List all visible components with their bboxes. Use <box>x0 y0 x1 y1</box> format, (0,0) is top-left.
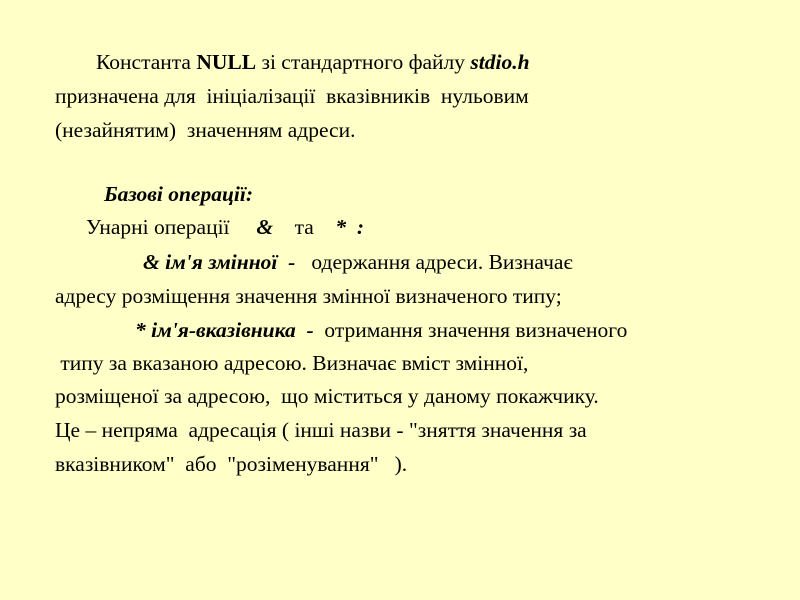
intro-line-2: призначена для ініціалізації вказівників нульовим <box>55 84 529 108</box>
addr-op-line <box>143 252 573 274</box>
deref-term: * ім'я-вказівника - <box>135 318 320 342</box>
stdio-filename: stdio.h <box>470 50 530 74</box>
deref-line-4: Це – непряма адресація ( інші назви - "зняття значення за <box>55 418 587 442</box>
deref-line-2: типу за вказаною адресою. Визначає вміст змінної, <box>55 351 529 375</box>
ops-heading: Базові операції: <box>104 182 254 206</box>
colon: : <box>346 215 365 239</box>
and-word: та <box>273 215 336 239</box>
unary-ops-line <box>86 217 364 239</box>
amp-operator: & <box>256 215 274 239</box>
addr-line-2: адресу розміщення значення змінної визначеного типу; <box>55 284 562 308</box>
null-keyword: NULL <box>196 50 257 74</box>
constant-word: Константа <box>96 50 197 74</box>
star-operator: * <box>335 215 347 239</box>
deref-line-5: вказівником" або "розіменування" ). <box>55 452 408 476</box>
deref-desc: отримання значення визначеного <box>319 318 628 342</box>
deref-op-line <box>135 320 627 342</box>
addr-desc: одержання адреси. Визначає <box>300 250 573 274</box>
intro-line-1 <box>96 52 530 74</box>
addr-term: & ім'я змінної - <box>143 250 301 274</box>
from-file-text: зі стандартного файлу <box>256 50 471 74</box>
intro-line-3: (незайнятим) значенням адреси. <box>55 118 356 142</box>
unary-prefix: Унарні операції <box>86 215 257 239</box>
deref-line-3: розміщеної за адресою, що міститься у даному покажчику. <box>55 384 599 408</box>
